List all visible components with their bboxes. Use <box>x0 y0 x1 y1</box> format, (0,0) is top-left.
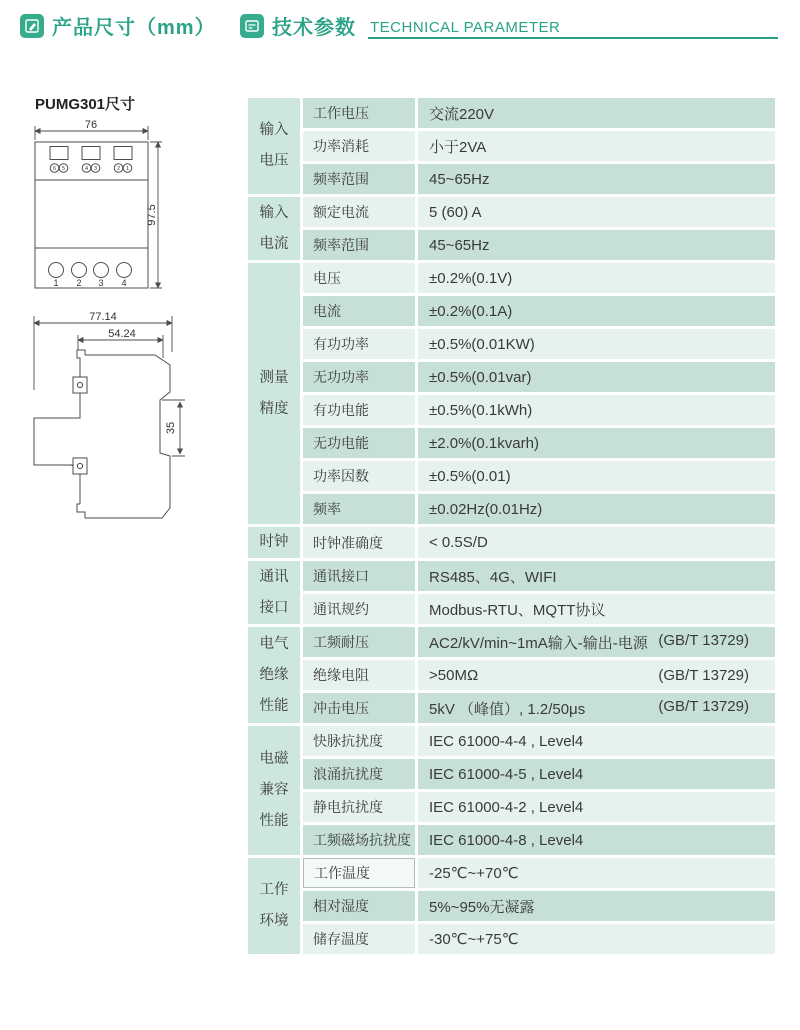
spec-value-text: -30℃~+75℃ <box>429 931 519 948</box>
spec-value-text: IEC 61000-4-4 , Level4 <box>429 732 584 750</box>
side-rail-dim: 35 <box>165 421 177 435</box>
spec-value-text: -25℃~+70℃ <box>429 865 519 882</box>
bottom-terminal-holes <box>49 263 132 289</box>
spec-value-text: >50MΩ <box>429 666 479 684</box>
spec-param: 有功功率 <box>303 329 415 359</box>
spec-row <box>248 858 775 888</box>
section-header-product-dimensions <box>20 11 216 40</box>
spec-param: 工频磁场抗扰度 <box>303 825 415 855</box>
group-label-electrical-insulation: 电气 绝缘 性能 <box>248 627 300 723</box>
spec-value-text: 小于2VA <box>429 138 487 156</box>
group-label-communication-interface: 通讯 接口 <box>248 561 300 624</box>
spec-param: 时钟准确度 <box>303 527 415 558</box>
spec-value-text: ±0.2%(0.1V) <box>429 269 513 287</box>
spec-value-text: < 0.5S/D <box>429 534 488 551</box>
spec-standard-note: (GB/T 13729) <box>658 697 749 715</box>
spec-row <box>248 924 775 954</box>
spec-param: 无功功率 <box>303 362 415 392</box>
spec-param: 工作温度 <box>303 858 415 888</box>
spec-value-text: 5%~95%无凝露 <box>429 898 535 916</box>
spec-value-text: ±0.02Hz(0.01Hz) <box>429 500 543 518</box>
spec-param: 快脉抗扰度 <box>303 726 415 756</box>
spec-value <box>418 428 775 458</box>
spec-row <box>248 759 775 789</box>
spec-row <box>248 594 775 624</box>
spec-value <box>418 858 775 888</box>
svg-text:3: 3 <box>98 278 104 288</box>
spec-value <box>418 296 775 326</box>
spec-value <box>418 197 775 227</box>
spec-value-text: ±0.2%(0.1A) <box>429 302 513 320</box>
section-subtitle-technical-parameter: TECHNICAL PARAMETER <box>370 19 561 36</box>
spec-value <box>418 561 775 591</box>
spec-param: 频率 <box>303 494 415 524</box>
model-dimensions-label: PUMG301尺寸 <box>35 96 136 113</box>
spec-value-text: ±0.5%(0.01var) <box>429 368 532 386</box>
spec-table-body <box>248 98 775 954</box>
spec-value <box>418 230 775 260</box>
spec-row <box>248 395 775 425</box>
svg-text:1: 1 <box>125 166 130 172</box>
spec-value <box>418 792 775 822</box>
spec-param: 通讯规约 <box>303 594 415 624</box>
spec-param: 储存温度 <box>303 924 415 954</box>
spec-value <box>418 924 775 954</box>
svg-text:2: 2 <box>116 166 121 172</box>
group-label-input-current: 输入 电流 <box>248 197 300 260</box>
svg-text:4: 4 <box>84 166 89 172</box>
spec-value <box>418 395 775 425</box>
spec-value-text: AC2/kV/min~1mA输入-输出-电源 <box>429 634 648 652</box>
svg-text:2: 2 <box>76 278 82 288</box>
spec-row <box>248 527 775 558</box>
svg-text:3: 3 <box>93 166 98 172</box>
svg-text:6: 6 <box>52 166 57 172</box>
section-title-product-dimensions: 产品尺寸（mm） <box>52 17 216 39</box>
spec-value-text: Modbus-RTU、MQTT协议 <box>429 601 606 619</box>
spec-value <box>418 726 775 756</box>
spec-value <box>418 98 775 128</box>
spec-row <box>248 627 775 657</box>
group-label-input-voltage: 输入 电压 <box>248 98 300 194</box>
side-overall-dim: 77.14 <box>89 311 117 323</box>
spec-param: 冲击电压 <box>303 693 415 723</box>
spec-param: 静电抗扰度 <box>303 792 415 822</box>
spec-value <box>418 164 775 194</box>
spec-row <box>248 197 775 227</box>
front-view-drawing <box>28 118 178 294</box>
spec-row <box>248 726 775 756</box>
spec-param: 频率范围 <box>303 230 415 260</box>
group-label-working-environment: 工作 环境 <box>248 858 300 954</box>
spec-row <box>248 428 775 458</box>
spec-value <box>418 594 775 624</box>
spec-row <box>248 825 775 855</box>
spec-value-text: 5 (60) A <box>429 203 482 221</box>
spec-row <box>248 693 775 723</box>
spec-value-text: 45~65Hz <box>429 236 490 254</box>
spec-param: 功率消耗 <box>303 131 415 161</box>
spec-param: 相对湿度 <box>303 891 415 921</box>
spec-param: 电流 <box>303 296 415 326</box>
spec-value-text: IEC 61000-4-2 , Level4 <box>429 798 584 816</box>
spec-value <box>418 627 775 657</box>
spec-row <box>248 792 775 822</box>
spec-value <box>418 461 775 491</box>
spec-param: 功率因数 <box>303 461 415 491</box>
spec-standard-note: (GB/T 13729) <box>658 631 749 649</box>
spec-param: 电压 <box>303 263 415 293</box>
product-dimensions-icon <box>20 14 44 38</box>
spec-row <box>248 98 775 128</box>
spec-row <box>248 561 775 591</box>
spec-value-text: IEC 61000-4-5 , Level4 <box>429 765 584 783</box>
spec-value <box>418 329 775 359</box>
spec-param: 绝缘电阻 <box>303 660 415 690</box>
spec-row <box>248 891 775 921</box>
spec-value-text: ±0.5%(0.01) <box>429 467 511 485</box>
front-width-dim: 76 <box>84 119 98 131</box>
spec-row <box>248 660 775 690</box>
front-height-dim: 97.5 <box>146 204 158 226</box>
spec-param: 额定电流 <box>303 197 415 227</box>
spec-value-text: RS485、4G、WIFI <box>429 568 557 586</box>
spec-value <box>418 263 775 293</box>
spec-value <box>418 891 775 921</box>
svg-text:4: 4 <box>121 278 127 288</box>
spec-value-text: ±0.5%(0.1kWh) <box>429 401 533 419</box>
svg-text:1: 1 <box>53 278 59 288</box>
spec-value <box>418 693 775 723</box>
spec-param: 无功电能 <box>303 428 415 458</box>
group-label-clock: 时钟 <box>248 527 300 558</box>
spec-row <box>248 461 775 491</box>
spec-standard-note: (GB/T 13729) <box>658 666 749 684</box>
spec-value <box>418 362 775 392</box>
spec-value <box>418 759 775 789</box>
spec-param: 工频耐压 <box>303 627 415 657</box>
spec-value-text: IEC 61000-4-8 , Level4 <box>429 831 584 849</box>
spec-row <box>248 296 775 326</box>
side-view-drawing <box>22 306 202 538</box>
spec-row <box>248 329 775 359</box>
spec-value <box>418 494 775 524</box>
section-title-technical-parameter: 技术参数 <box>272 17 356 39</box>
group-label-emc-performance: 电磁 兼容 性能 <box>248 726 300 855</box>
technical-parameter-icon <box>240 14 264 38</box>
spec-param: 通讯接口 <box>303 561 415 591</box>
spec-param: 工作电压 <box>303 98 415 128</box>
spec-value-text: ±2.0%(0.1kvarh) <box>429 434 539 452</box>
svg-text:5: 5 <box>61 166 66 172</box>
spec-param: 频率范围 <box>303 164 415 194</box>
spec-row <box>248 164 775 194</box>
spec-value-text: 45~65Hz <box>429 170 490 188</box>
spec-value-text: ±0.5%(0.01KW) <box>429 335 535 353</box>
spec-param: 浪涌抗扰度 <box>303 759 415 789</box>
spec-value-text: 5kV （峰值）, 1.2/50μs <box>429 700 586 718</box>
spec-value <box>418 660 775 690</box>
spec-value <box>418 527 775 558</box>
technical-parameter-table <box>245 95 778 957</box>
group-label-measurement-accuracy: 测量 精度 <box>248 263 300 524</box>
header-underline <box>368 37 778 39</box>
section-header-technical-parameter <box>240 11 356 40</box>
spec-row <box>248 362 775 392</box>
side-inner-dim: 54.24 <box>108 328 136 340</box>
spec-row <box>248 230 775 260</box>
spec-value <box>418 131 775 161</box>
spec-row <box>248 494 775 524</box>
spec-row <box>248 263 775 293</box>
spec-row <box>248 131 775 161</box>
terminal-number-circles <box>50 164 132 173</box>
spec-value-text: 交流220V <box>429 105 495 123</box>
spec-value <box>418 825 775 855</box>
spec-param: 有功电能 <box>303 395 415 425</box>
